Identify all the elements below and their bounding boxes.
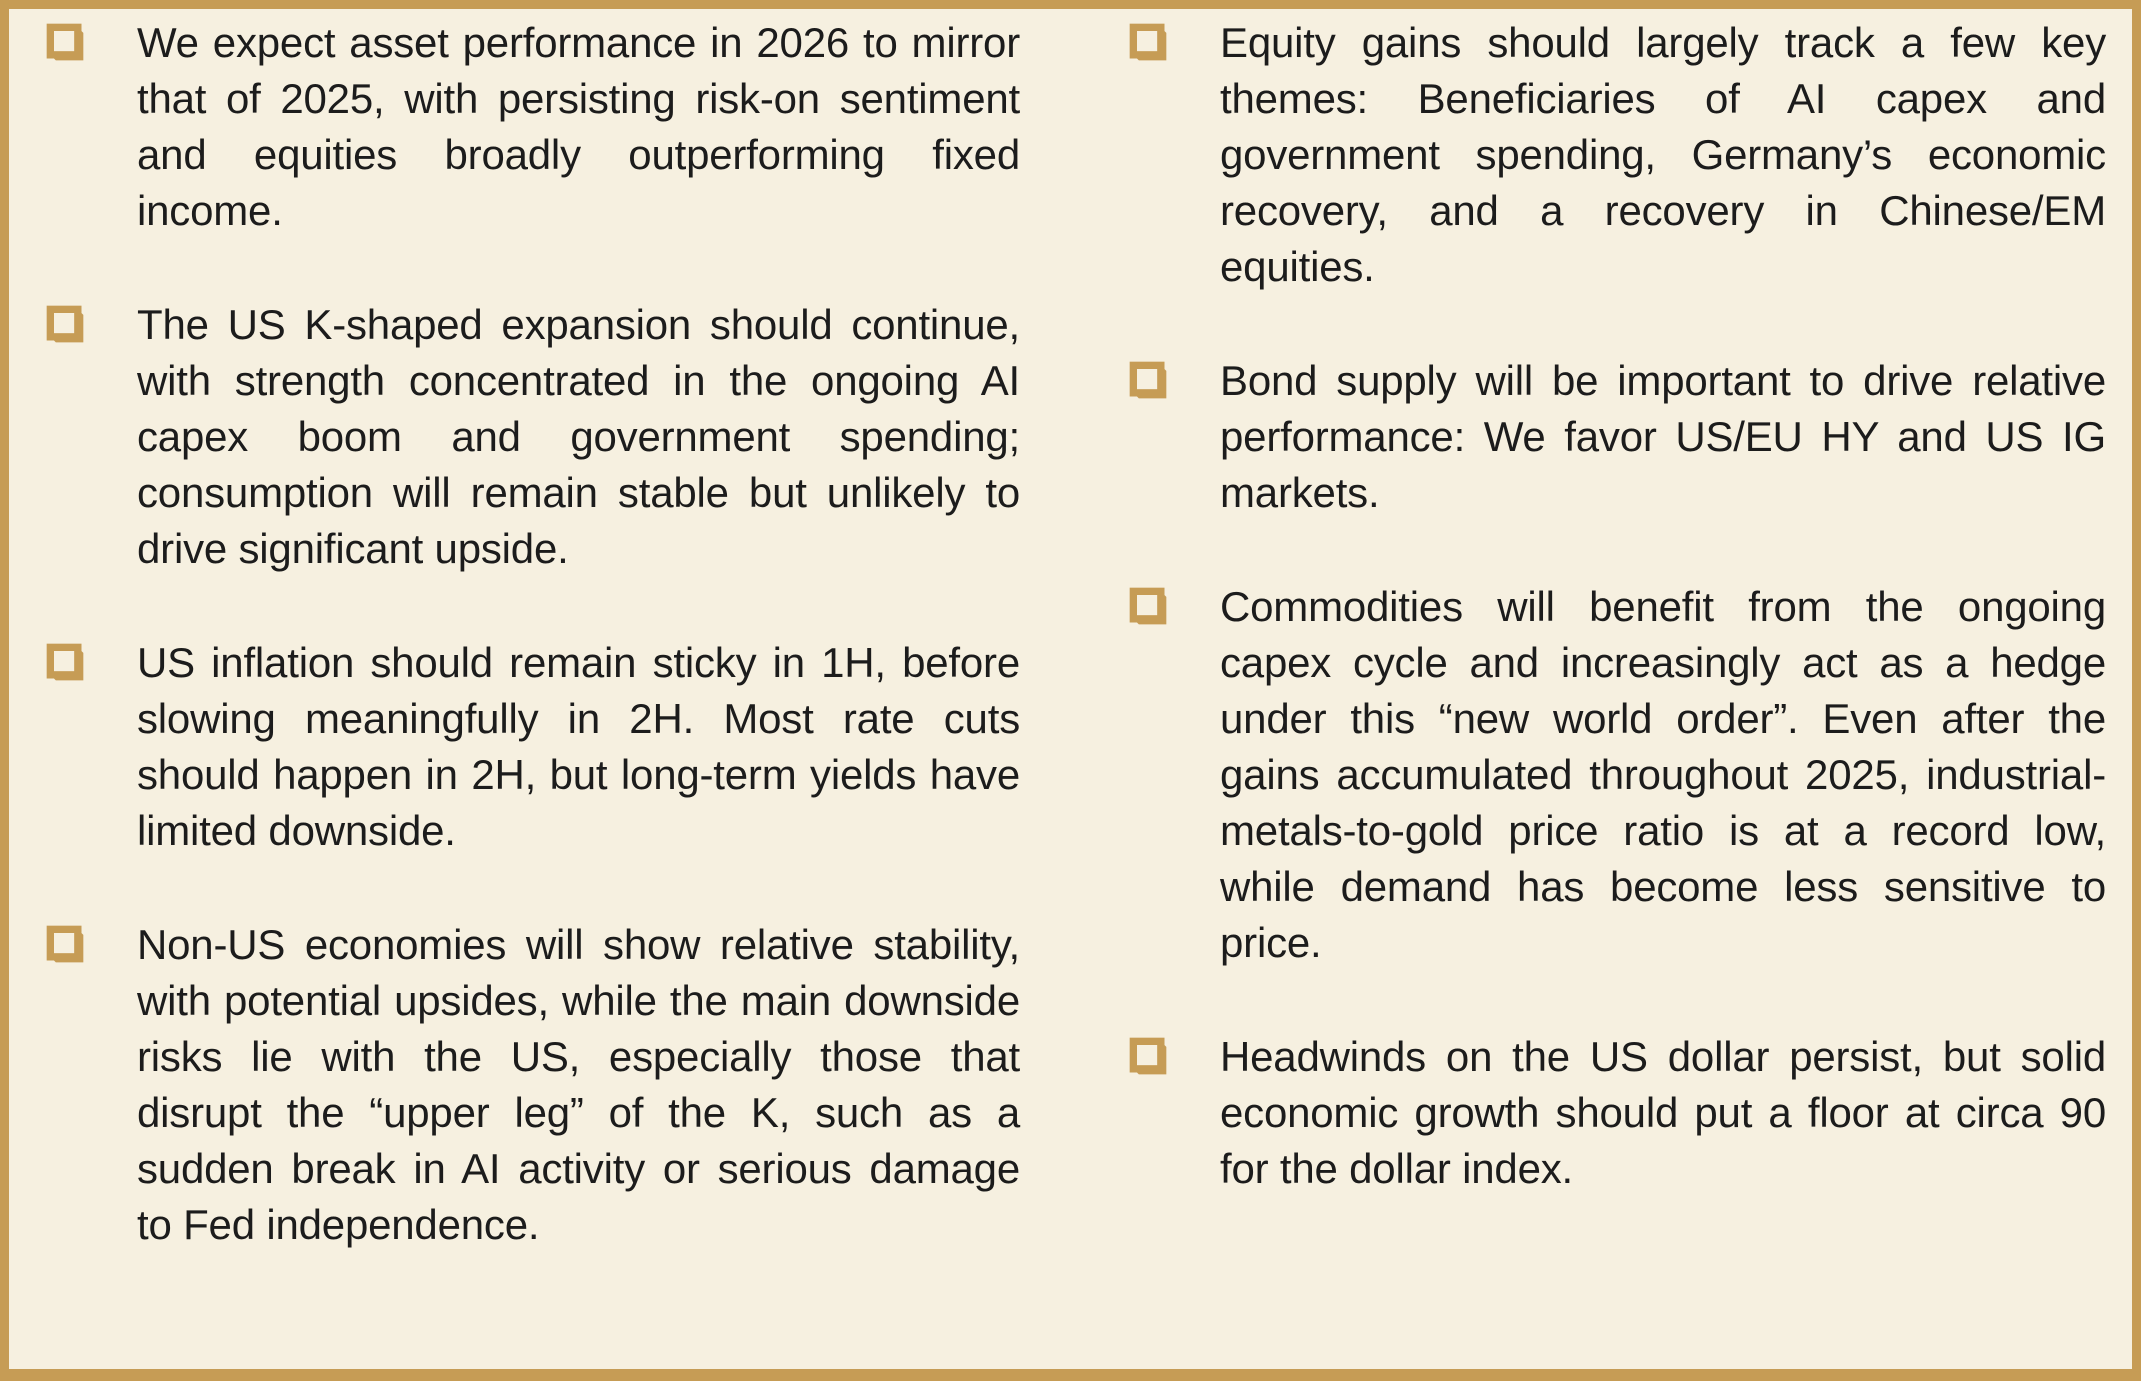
bullet-item [1126,579,2106,971]
bullet-text: Non-US economies will show relative stability, with potential upsides, while the main downside risks lie with the US, especially those that disrupt the “upper leg” of the K, such as a sudden break in AI activity or serious damage to Fed independence. [137,921,1020,1248]
bullet-text: Bond supply will be important to drive relative performance: We favor US/EU HY and US IG markets. [1220,357,2106,516]
bullet-item [1126,1029,2106,1197]
shadowed-square-bullet-icon [43,922,87,966]
bullet-item [43,15,1020,239]
bullet-item [43,297,1020,577]
bullet-item [43,635,1020,859]
shadowed-square-bullet-icon [43,640,87,684]
bullet-text: We expect asset performance in 2026 to mirror that of 2025, with persisting risk-on sentiment and equities broadly outperforming fixed income. [137,19,1020,234]
shadowed-square-bullet-icon [43,302,87,346]
bullet-item [1126,353,2106,521]
bullet-text: US inflation should remain sticky in 1H, before slowing meaningfully in 2H. Most rate cuts should happen in 2H, but long-term yields have limited downside. [137,639,1020,854]
shadowed-square-bullet-icon [1126,584,1170,628]
bullet-text: The US K-shaped expansion should continue, with strength concentrated in the ongoing AI capex boom and government spending; consumption will remain stable but unlikely to drive significant upside. [137,301,1020,572]
shadowed-square-bullet-icon [1126,20,1170,64]
bullet-text: Headwinds on the US dollar persist, but solid economic growth should put a floor at circa 90 for the dollar index. [1220,1033,2106,1192]
bullet-text: Commodities will benefit from the ongoing capex cycle and increasingly act as a hedge under this “new world order”. Even after the gains accumulated throughout 2025, industrial-metals-to-gold price ratio is at a record low, while demand has become less sensitive to price. [1220,583,2106,966]
bullet-list-right [1126,15,2106,1369]
shadowed-square-bullet-icon [43,20,87,64]
bullet-text: Equity gains should largely track a few key themes: Beneficiaries of AI capex and government spending, Germany’s economic recovery, and a recovery in Chinese/EM equities. [1220,19,2106,290]
bullet-item [43,917,1020,1253]
shadowed-square-bullet-icon [1126,1034,1170,1078]
shadowed-square-bullet-icon [1126,358,1170,402]
bullet-list-left [43,15,1020,1369]
bullet-item [1126,15,2106,295]
